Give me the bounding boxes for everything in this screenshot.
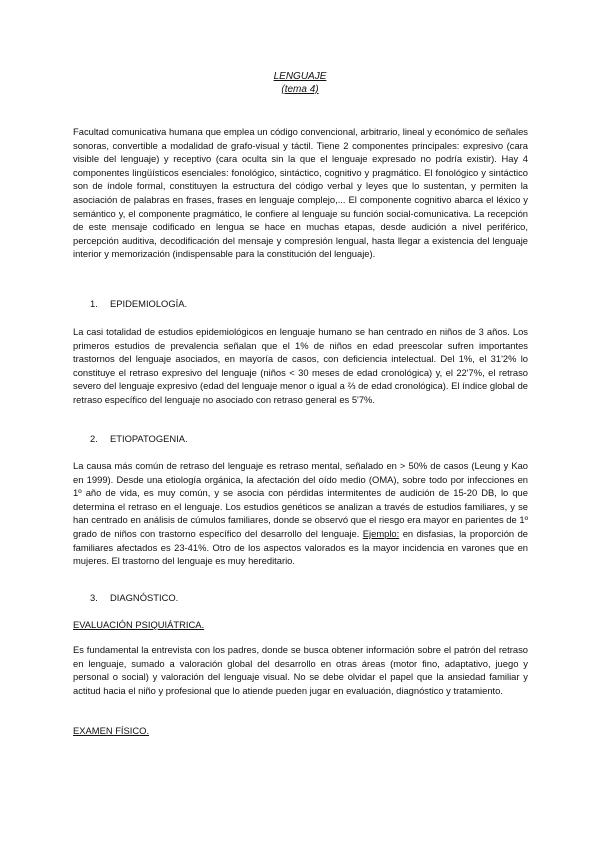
epidemiologia-paragraph: La casi totalidad de estudios epidemiológicos en lenguaje humano se han centrado en niños de 3 años. Los primeros estudios de prevalencia señalan que el 1% de niños en edad preescolar sufren importantes trastornos del lenguaje asociados, en mayoría de casos, con deficiencia intelectual. Del 1%, el 31'2% lo constituye el retraso expresivo del lenguaje (niños < 30 meses de edad cronológica) y, el 22'7%, el retraso severo del lenguaje expresivo (edad del lenguaje menor o igual a ⅔ de edad cronológica). El índice global de retraso específico del lenguaje no asociado con retraso general es 5'7%.: [73, 326, 528, 405]
etiopatogenia-text-after: en disfasias, la proporción de familiares afectados es 23-41%. Otro de los aspectos valorados es la mayor incidencia en varones que en mujeres. El trastorno del lenguaje es muy hereditario.: [73, 527, 528, 567]
section-heading-diagnostico: [90, 592, 178, 604]
title-block: [0, 70, 600, 96]
example-label: Ejemplo:: [362, 527, 400, 539]
evaluation-heading: EVALUACIÓN PSIQUIÁTRICA.: [73, 619, 205, 630]
section-title: DIAGNÓSTICO.: [110, 592, 179, 603]
section-number: 2.: [90, 433, 98, 444]
section-heading-etiopatogenia: [90, 433, 188, 445]
etiopatogenia-paragraph: [73, 459, 528, 568]
section-number: 3.: [90, 592, 98, 603]
document-title: LENGUAJE: [273, 71, 327, 82]
etiopatogenia-text-before: La causa más común de retraso del lenguaje es retraso mental, señalado en > 50% de casos (Leung y Kao en 1999). Desde una etiología orgánica, la afectación del oído medio (OMA), sobre todo por infecciones en 1º año de vida, es muy común, y se asocia con pérdidas intermitentes de audición de 15-20 DB, lo que determina el retraso en el lenguaje. Los estudios genéticos se analizan a través de estudios familiares, y se han centrado en análisis de cúmulos familiares, donde se observó que el riesgo era mayor en parientes de 1º grado de niños con trastorno específico del desarrollo del lenguaje.: [73, 460, 528, 539]
section-number: 1.: [90, 298, 98, 309]
section-title: EPIDEMIOLOGÍA.: [110, 298, 188, 309]
section-heading-epidemiologia: [90, 298, 187, 310]
intro-paragraph: Facultad comunicativa humana que emplea un código convencional, arbitrario, lineal y económico de señales sonoras, convertible a modalidad de grafo-visual y táctil. Tiene 2 componentes principales: expresivo (cara visible del lenguaje) y receptivo (cara oculta sin la que el lenguaje expresado no podría existir). Hay 4 componentes lingüísticos esenciales: fonológico, sintáctico, cognitivo y pragmático. El fonológico y sintáctico son de índole formal, constituyen la estructura del código verbal y leyes que lo sustentan, y permiten la asociación de palabras en frases, frases en lenguaje complejo,... El componente cognitivo abarca el léxico y semántico y, el componente pragmático, le confiere al lenguaje su función social-comunicativa. La recepción de este mensaje codificado en lengua se hace en muchas etapas, desde audición a nivel periférico, percepción auditiva, decodificación del mensaje y compresión lengual, hasta llegar a existencia del lenguaje interior y memorización (indispensable para la constitución del lenguaje).: [73, 126, 528, 260]
physical-exam-heading: EXAMEN FÍSICO.: [73, 725, 150, 736]
document-subtitle: (tema 4): [281, 84, 319, 95]
section-title: ETIOPATOGENIA.: [110, 433, 188, 444]
evaluation-paragraph: Es fundamental la entrevista con los padres, donde se busca obtener información sobre el patrón del retraso en lenguaje, sumado a valoración global del desarrollo en otras áreas (motor fino, adaptativo, juego y personal o social) y valoración del lenguaje visual. No se debe olvidar el papel que la ansiedad familiar y actitud hacia el niño y profesional que lo atiende pueden jugar en evaluación, diagnóstico y tratamiento.: [73, 644, 528, 696]
